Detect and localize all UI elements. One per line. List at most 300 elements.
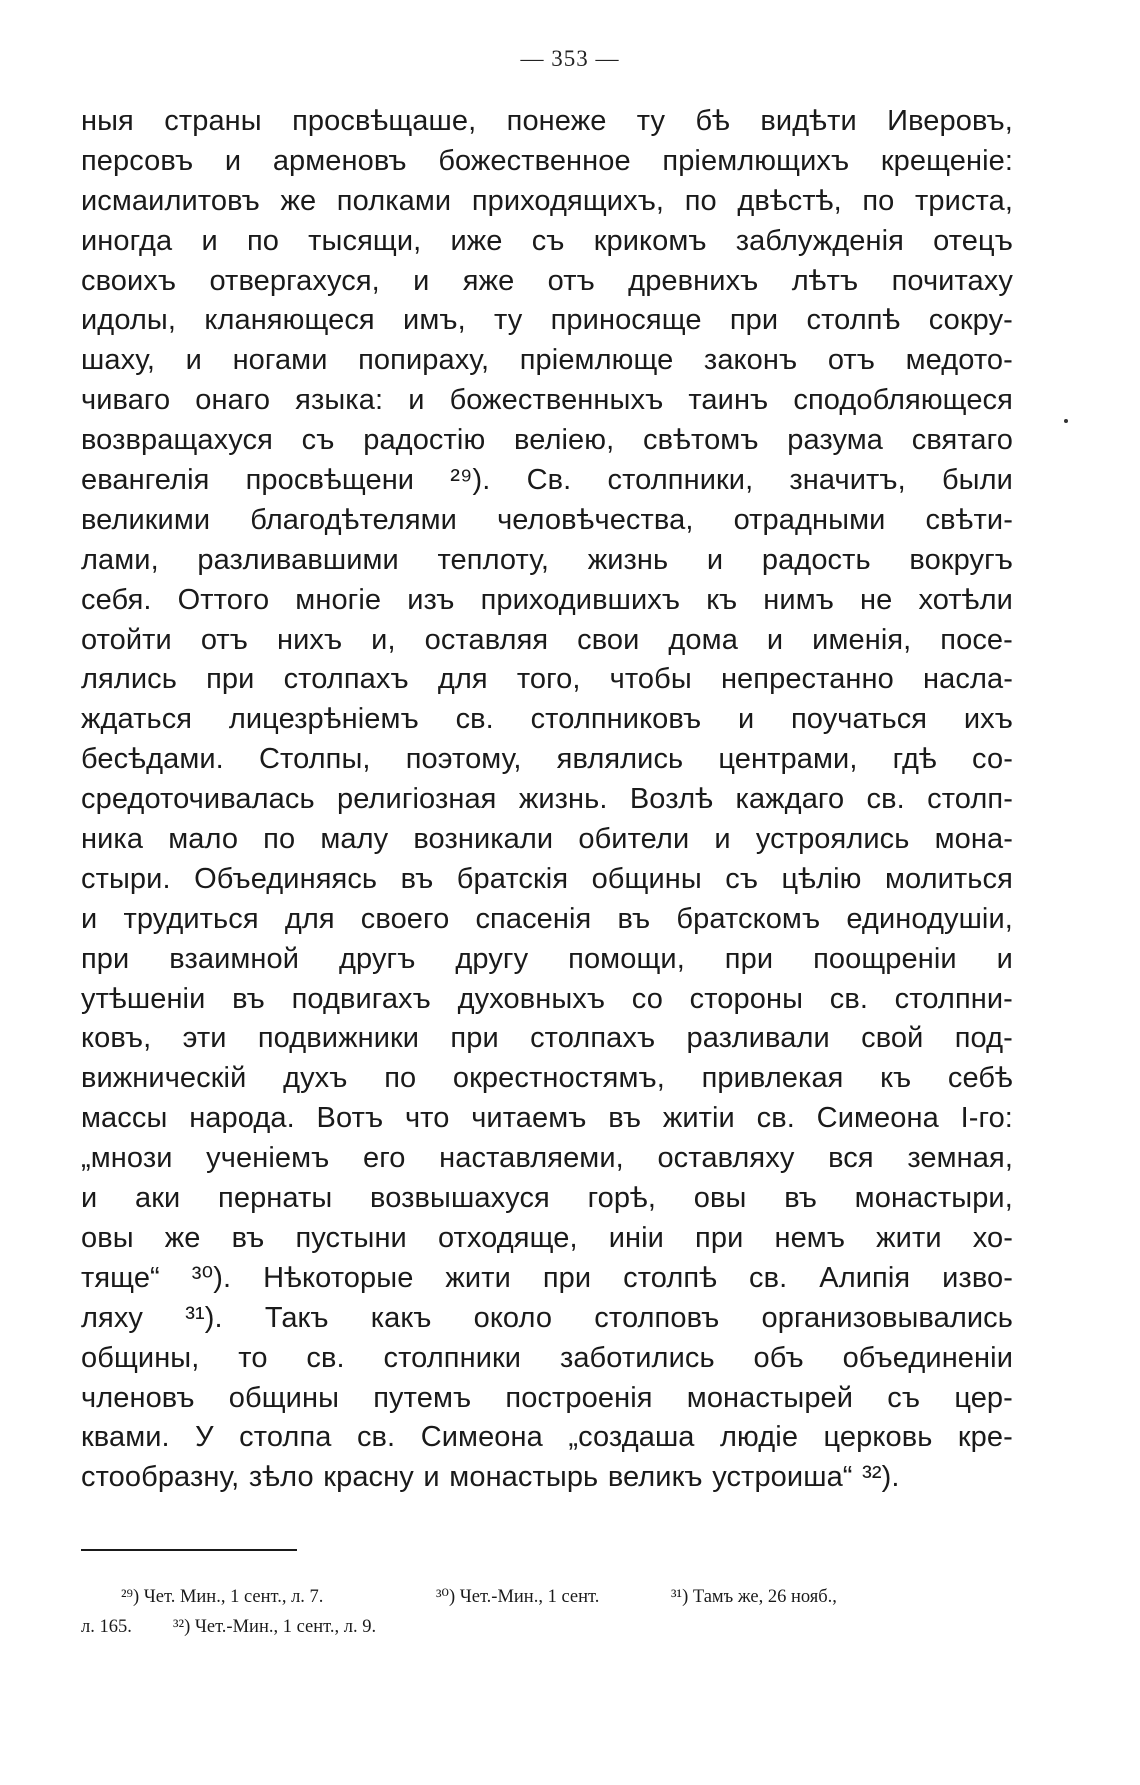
word: въ xyxy=(784,1182,817,1215)
text-line xyxy=(81,780,1013,820)
word: персовъ xyxy=(81,144,194,177)
footnote-30: ³⁰) Чет.-Мин., 1 сент. xyxy=(436,1587,600,1607)
text-line xyxy=(81,820,1013,860)
word: монастырь xyxy=(449,1461,599,1494)
word: Объединяясь xyxy=(194,862,378,895)
word: видѣти xyxy=(760,105,857,137)
word: Симеона xyxy=(816,1102,939,1135)
word: теплоту, xyxy=(437,543,550,576)
word: его xyxy=(363,1142,406,1175)
text-line xyxy=(81,1379,1013,1419)
word: свѣтомъ xyxy=(643,424,759,457)
word: столпѣ xyxy=(623,1261,718,1294)
word: посе- xyxy=(940,623,1013,656)
word: ту xyxy=(636,105,666,137)
word: взаимной xyxy=(169,942,300,975)
word: благодѣтелями xyxy=(250,503,457,536)
word: І-го: xyxy=(960,1102,1013,1135)
word: цер- xyxy=(954,1381,1013,1414)
word: дома xyxy=(668,623,738,656)
word: отъ xyxy=(200,623,249,656)
word: поэтому, xyxy=(405,743,522,776)
text-line xyxy=(81,182,1013,222)
word: радостію xyxy=(363,424,486,457)
word: членовъ xyxy=(81,1381,195,1414)
word: при xyxy=(724,942,774,975)
text-line xyxy=(81,142,1013,182)
word: Св. xyxy=(526,464,572,497)
word: нихъ xyxy=(276,623,343,656)
word: изво- xyxy=(942,1261,1013,1294)
word: иже xyxy=(450,224,503,257)
word: мало xyxy=(168,823,239,856)
text-line xyxy=(81,102,1013,142)
word: значитъ, xyxy=(789,464,906,497)
word: тяще“ xyxy=(81,1261,160,1294)
word: столпники xyxy=(383,1341,522,1374)
word: въ xyxy=(231,1221,265,1254)
word: лицезрѣніемъ xyxy=(228,703,419,736)
word: возникали xyxy=(413,823,554,856)
word: пустыни xyxy=(295,1221,407,1254)
word: ³¹). xyxy=(185,1301,223,1334)
word: каждаго xyxy=(735,783,845,816)
word: общины, xyxy=(81,1341,200,1374)
word: пернаты xyxy=(218,1182,333,1215)
word: У xyxy=(195,1421,214,1454)
word: ихъ xyxy=(963,703,1013,736)
word: отъ xyxy=(547,264,595,297)
word: центрами, xyxy=(718,743,858,776)
word: именія, xyxy=(812,623,912,656)
word: средоточивалась xyxy=(81,783,315,816)
word: столп- xyxy=(927,783,1013,816)
word: свой xyxy=(861,1022,924,1055)
word: жити xyxy=(876,1221,942,1254)
word: насла- xyxy=(923,663,1013,696)
text-line xyxy=(81,1458,1013,1498)
word: единодушіи, xyxy=(846,902,1013,935)
word: при xyxy=(695,1221,744,1254)
word: евангелія xyxy=(81,464,210,497)
word: столпа xyxy=(239,1421,332,1454)
word: языка: xyxy=(295,384,384,417)
word: св. xyxy=(756,1102,795,1135)
word: св. xyxy=(866,783,905,816)
word: пріемлюще xyxy=(519,344,674,377)
word: Симеона xyxy=(420,1421,543,1454)
body-text xyxy=(81,102,1013,1498)
word: яже xyxy=(462,264,515,297)
word: трудиться xyxy=(123,902,259,935)
word: другу xyxy=(455,942,529,975)
word: путемъ xyxy=(373,1381,472,1414)
word: аки xyxy=(135,1182,181,1215)
text-line xyxy=(81,1139,1013,1179)
word: своего xyxy=(360,902,450,935)
word: для xyxy=(284,902,335,935)
word: для xyxy=(437,663,488,696)
text-line xyxy=(81,381,1013,421)
word: объ xyxy=(753,1341,804,1374)
word: по xyxy=(684,184,717,217)
word: отецъ xyxy=(933,224,1013,257)
word: являлись xyxy=(556,743,684,776)
text-line xyxy=(81,541,1013,581)
word: и, xyxy=(371,623,396,656)
word: религіозная xyxy=(337,783,497,816)
word: „создаша xyxy=(568,1421,695,1454)
word: и xyxy=(81,1182,98,1215)
word: Оттого xyxy=(177,583,270,616)
word: разума xyxy=(787,424,884,457)
word: св. xyxy=(356,1421,396,1454)
word: св. xyxy=(829,982,868,1015)
word: и xyxy=(185,344,202,377)
word: крещеніе: xyxy=(880,144,1013,177)
word: спасенія xyxy=(475,902,592,935)
word: привлекая xyxy=(701,1062,844,1095)
word: возвращахуся xyxy=(81,424,273,457)
word: себя. xyxy=(81,583,152,616)
word: монастырей xyxy=(686,1381,854,1414)
word: чтобы xyxy=(609,663,692,696)
word: отрадными xyxy=(733,503,886,536)
word: попираху, xyxy=(358,344,490,377)
word: радость xyxy=(761,543,871,576)
word: эти xyxy=(182,1022,227,1055)
page-number: — 353 — xyxy=(520,46,620,71)
word: немъ xyxy=(774,1221,846,1254)
word: въ xyxy=(617,902,651,935)
word: при xyxy=(206,663,255,696)
word: объединеніи xyxy=(842,1341,1013,1374)
word: мона- xyxy=(934,823,1013,856)
word: оставляху xyxy=(657,1142,795,1175)
word: Нѣкоторые xyxy=(263,1261,414,1294)
word: по xyxy=(263,823,296,856)
word: народа. xyxy=(189,1102,295,1135)
word: утѣшеніи xyxy=(81,982,206,1015)
word: наставляеми, xyxy=(439,1142,624,1175)
word: вся xyxy=(828,1142,874,1175)
text-line xyxy=(81,1059,1013,1099)
word: своихъ xyxy=(81,264,177,297)
word: окрестностямъ, xyxy=(452,1062,665,1095)
word: и xyxy=(224,144,242,177)
word: приносяще xyxy=(550,304,702,337)
text-line xyxy=(81,1219,1013,1259)
word: почитаху xyxy=(891,264,1013,297)
word: столпники, xyxy=(607,464,754,497)
word: кре- xyxy=(957,1421,1013,1454)
word: не xyxy=(860,583,893,616)
text-line xyxy=(81,1099,1013,1139)
word: братскомъ xyxy=(676,902,821,935)
footnote-31: ³¹) Тамъ же, 26 нояб., xyxy=(671,1587,837,1607)
word: сподобляющеся xyxy=(793,384,1013,417)
word: духъ xyxy=(283,1062,348,1095)
word: красну xyxy=(323,1461,414,1494)
word: земная, xyxy=(907,1142,1013,1175)
word: что xyxy=(404,1102,450,1135)
text-line xyxy=(81,940,1013,980)
word: великими xyxy=(81,503,211,536)
word: же xyxy=(280,184,317,217)
word: древнихъ xyxy=(628,264,759,297)
word: веліею, xyxy=(514,424,615,457)
word: заботились xyxy=(559,1341,715,1374)
footnote-32: ³²) Чет.-Мин., 1 сент., л. 9. xyxy=(173,1617,377,1637)
word: столпни- xyxy=(894,982,1013,1015)
word: непрестанно xyxy=(720,663,894,696)
word: и xyxy=(413,264,430,297)
word: другъ xyxy=(339,942,416,975)
word: Вотъ xyxy=(316,1102,384,1135)
word: идолы, xyxy=(81,304,177,337)
word: онаго xyxy=(195,384,271,417)
word: ученіемъ xyxy=(206,1142,330,1175)
word: стыри. xyxy=(81,862,171,895)
word: божественное xyxy=(438,144,631,177)
word: подвигахъ xyxy=(291,982,431,1015)
word: сокру- xyxy=(928,304,1013,337)
word: вокругъ xyxy=(909,543,1013,576)
word: церковь xyxy=(823,1421,933,1454)
word: разливали xyxy=(686,1022,830,1055)
word: арменовъ xyxy=(272,144,407,177)
word: при xyxy=(542,1261,592,1294)
word: и xyxy=(706,543,724,576)
word: иногда xyxy=(81,224,173,257)
text-line xyxy=(81,860,1013,900)
word: св. xyxy=(455,703,494,736)
word: столпниковъ xyxy=(530,703,702,736)
word: и xyxy=(423,1461,440,1494)
word: триста, xyxy=(915,184,1013,217)
word: какъ xyxy=(370,1301,432,1334)
word: бѣ xyxy=(695,105,731,137)
word: Столпы, xyxy=(258,743,371,776)
word: крикомъ xyxy=(593,224,707,257)
text-line xyxy=(81,700,1013,740)
word: устроялись xyxy=(755,823,910,856)
word: были xyxy=(941,464,1013,497)
word: монастыри, xyxy=(854,1182,1013,1215)
word: столпахъ xyxy=(530,1022,656,1055)
word: ковъ, xyxy=(81,1022,152,1055)
word: иніи xyxy=(608,1221,664,1254)
text-line xyxy=(81,740,1013,780)
word: и xyxy=(766,623,784,656)
word: „мнози xyxy=(81,1142,173,1175)
text-line xyxy=(81,501,1013,541)
word: и xyxy=(737,703,755,736)
word: при xyxy=(729,304,779,337)
word: столпахъ xyxy=(283,663,409,696)
word: ³²). xyxy=(862,1461,900,1494)
word: приходящихъ, xyxy=(471,184,665,217)
word: вижническій xyxy=(81,1062,247,1095)
word: пріемлющихъ xyxy=(662,144,850,177)
word: исмаилитовъ xyxy=(81,184,260,217)
word: многіе xyxy=(295,583,382,616)
word: человѣчества, xyxy=(497,503,694,536)
word: лялись xyxy=(81,663,177,696)
text-line xyxy=(81,1259,1013,1299)
word: горѣ, xyxy=(587,1182,657,1215)
word: духовныхъ xyxy=(457,982,606,1015)
word: Такъ xyxy=(264,1301,329,1334)
word: читаемъ xyxy=(471,1102,587,1135)
word: по xyxy=(862,184,895,217)
word: под- xyxy=(954,1022,1013,1055)
word: оставляя xyxy=(424,623,549,656)
word: св. xyxy=(749,1261,788,1294)
word: цѣлію xyxy=(781,862,862,895)
word: въ xyxy=(232,982,265,1015)
text-line xyxy=(81,581,1013,621)
word: къ xyxy=(706,583,738,616)
word: малу xyxy=(320,823,389,856)
word: отходяще, xyxy=(437,1221,578,1254)
word: отъ xyxy=(827,344,876,377)
word: свои xyxy=(577,623,640,656)
word: столпѣ xyxy=(806,304,901,337)
word: просвѣщени xyxy=(245,464,415,497)
word: при xyxy=(450,1022,499,1055)
text-line xyxy=(81,1339,1013,1379)
word: божественныхъ xyxy=(449,384,664,417)
word: отойти xyxy=(81,623,172,656)
text-line xyxy=(81,660,1013,700)
word: молиться xyxy=(884,862,1013,895)
word: организовывались xyxy=(761,1301,1013,1334)
word: къ xyxy=(880,1062,912,1095)
word: жизнь xyxy=(587,543,669,576)
word: стообразну, xyxy=(81,1461,240,1494)
word: братскія xyxy=(456,862,569,895)
word: устроиша“ xyxy=(712,1461,853,1494)
word: Алипія xyxy=(819,1261,911,1294)
word: ³⁰). xyxy=(191,1261,232,1294)
word: отвергахуся, xyxy=(209,264,380,297)
word: съ xyxy=(887,1381,921,1414)
word: обители xyxy=(578,823,690,856)
word: Иверовъ, xyxy=(887,105,1013,137)
text-line xyxy=(81,1179,1013,1219)
word: гдѣ xyxy=(892,743,937,776)
word: шаху, xyxy=(81,344,156,377)
word: овы xyxy=(693,1182,747,1215)
word: въ xyxy=(608,1102,642,1135)
margin-speck xyxy=(1064,419,1068,423)
word: ляху xyxy=(81,1301,144,1334)
word: чиваго xyxy=(81,384,171,417)
word: общины xyxy=(591,862,702,895)
text-line xyxy=(81,900,1013,940)
word: въ xyxy=(400,862,434,895)
word: кланяющеся xyxy=(204,304,375,337)
word: стороны xyxy=(689,982,804,1015)
word: двѣстѣ, xyxy=(737,184,842,217)
word: имъ, xyxy=(403,304,466,337)
text-line xyxy=(81,301,1013,341)
word: квами. xyxy=(81,1421,170,1454)
text-line xyxy=(81,262,1013,302)
word: общины xyxy=(228,1381,340,1414)
text-line xyxy=(81,1019,1013,1059)
word: съ xyxy=(301,424,335,457)
word: съ xyxy=(725,862,759,895)
word: хо- xyxy=(972,1221,1013,1254)
word: бесѣдами. xyxy=(81,743,224,776)
word: помощи, xyxy=(568,942,685,975)
footnotes xyxy=(81,1582,1013,1642)
word: построенія xyxy=(505,1381,653,1414)
word: и xyxy=(714,823,731,856)
word: полками xyxy=(336,184,452,217)
word: лами, xyxy=(81,543,159,576)
word: страны xyxy=(164,105,262,137)
footnote-line-2 xyxy=(81,1612,1013,1642)
text-line xyxy=(81,621,1013,661)
word: св. xyxy=(306,1341,345,1374)
word: около xyxy=(473,1301,553,1334)
word: свѣти- xyxy=(925,503,1013,536)
word: жити xyxy=(445,1261,511,1294)
word: по xyxy=(384,1062,417,1095)
word: житіи xyxy=(662,1102,735,1135)
word: и xyxy=(408,384,425,417)
word: лѣтъ xyxy=(791,264,859,297)
text-line xyxy=(81,341,1013,381)
text-line xyxy=(81,421,1013,461)
text-line xyxy=(81,980,1013,1020)
footnote-31-continued: л. 165. xyxy=(81,1617,132,1637)
word: великъ xyxy=(607,1461,703,1494)
word: просвѣщаше, xyxy=(292,105,477,137)
text-line xyxy=(81,222,1013,262)
word: со xyxy=(631,982,663,1015)
word: массы xyxy=(81,1102,168,1135)
word: при xyxy=(81,942,130,975)
word: изъ xyxy=(407,583,455,616)
word: людіе xyxy=(720,1421,799,1454)
word: святаго xyxy=(911,424,1013,457)
word: со- xyxy=(972,743,1013,776)
word: заблужденія xyxy=(735,224,904,257)
word: съ xyxy=(531,224,565,257)
word: зѣло xyxy=(248,1461,314,1494)
word: по xyxy=(246,224,279,257)
word: себѣ xyxy=(947,1062,1013,1095)
word: овы xyxy=(81,1221,134,1254)
word: ногами xyxy=(232,344,328,377)
footnote-rule xyxy=(81,1549,297,1551)
text-line xyxy=(81,1418,1013,1458)
word: и xyxy=(201,224,218,257)
word: ждаться xyxy=(81,703,193,736)
text-line xyxy=(81,1299,1013,1339)
word: тысящи, xyxy=(308,224,422,257)
word: жизнь. xyxy=(518,783,608,816)
word: таинъ xyxy=(688,384,769,417)
word: и xyxy=(81,902,98,935)
word: поучаться xyxy=(791,703,928,736)
text-line xyxy=(81,461,1013,501)
word: ныя xyxy=(81,105,134,137)
